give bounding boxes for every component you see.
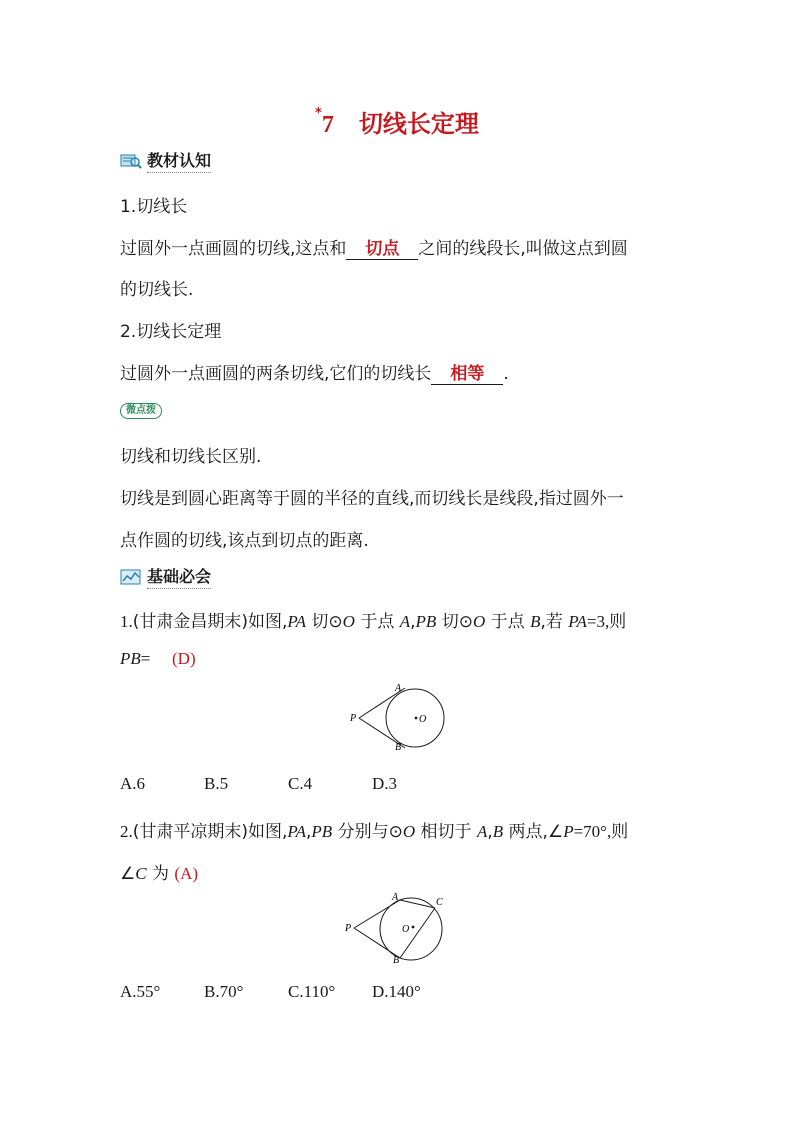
q2-source: (甘肃平凉期末)如图, (132, 822, 288, 842)
concept1-text-pre: 过圆外一点画圆的切线,这点和 (120, 239, 347, 259)
concept1-answer-blank: 切点 (346, 234, 418, 260)
q1-number: 1. (120, 612, 133, 631)
q1-figure-label-a: A (395, 683, 402, 694)
q2-stem-line2 (120, 859, 198, 884)
title-number: 7 (321, 112, 334, 138)
tip-text-1: 切线和切线长区别. (120, 447, 262, 467)
section-header-basics (120, 564, 211, 589)
q1-sym: PB (120, 649, 141, 668)
q2-sym: PB (311, 822, 333, 841)
q1-option-a: A.6 (120, 774, 146, 793)
q2-txt: , (306, 822, 312, 842)
magnifier-book-icon (120, 152, 142, 170)
q1-figure-label-b: B (395, 742, 402, 753)
section-header-textbook (120, 148, 211, 173)
q1-option-d: D.3 (372, 774, 398, 793)
concept2-answer-blank: 相等 (431, 359, 503, 385)
q2-option-d: D.140° (372, 982, 421, 1001)
concept1-text-line2: 的切线长. (120, 280, 194, 300)
q2-txt: 分别与⊙ (332, 822, 403, 842)
tip-line1 (120, 442, 261, 467)
q2-option-a: A.55° (120, 982, 161, 1001)
concept2-heading (120, 317, 221, 342)
tip-text-3: 点作圆的切线,该点到切点的距离. (120, 531, 369, 551)
q1-option-c: C.4 (288, 774, 313, 793)
q2-answer: (A) (174, 864, 199, 883)
q2-txt: 两点,∠ (503, 822, 564, 842)
title-mark: * (315, 106, 322, 121)
q2-txt: 相切于 (415, 822, 477, 842)
q1-options (120, 774, 397, 794)
q1-txt: = (140, 649, 151, 668)
q1-txt: 于点 (485, 612, 531, 632)
tip-text-2: 切线是到圆心距离等于圆的半径的直线,而切线长是线段,指过圆外一 (120, 489, 624, 509)
q2-stem-line1 (120, 817, 628, 842)
tip-badge: 微点拨 (120, 403, 162, 419)
concept1-heading (120, 192, 187, 217)
q2-figure-label-o: O (402, 924, 410, 935)
q2-txt: , (487, 822, 493, 842)
q2-figure-label-c: C (436, 897, 443, 908)
concept1-heading-text: 1.切线长 (120, 197, 188, 217)
q1-txt: 切⊙ (306, 612, 343, 632)
q1-sym: PA (568, 612, 587, 631)
q1-stem-line1 (120, 607, 626, 632)
concept2-text-pre: 过圆外一点画圆的两条切线,它们的切线长 (120, 364, 432, 384)
q2-sym: O (402, 822, 416, 841)
q2-option-b: B.70° (204, 982, 244, 1001)
q1-sym: A (399, 612, 411, 631)
q2-sym: PA (287, 822, 306, 841)
q2-txt: =70°,则 (573, 822, 629, 841)
concept2-heading-text: 2.切线长定理 (120, 322, 222, 342)
concept1-line1 (120, 234, 628, 260)
concept1-line2 (120, 275, 193, 300)
section-title-textbook: 教材认知 (147, 148, 211, 173)
q1-sym: O (472, 612, 486, 631)
concept2-text-post: . (503, 364, 509, 384)
q1-txt: 于点 (354, 612, 400, 632)
concept1-text-post: 之间的线段长,叫做这点到圆 (418, 239, 628, 259)
tip-line2 (120, 484, 624, 509)
q2-options (120, 982, 421, 1002)
q1-txt: , (410, 612, 416, 632)
chart-icon (120, 568, 142, 586)
q2-option-c: C.110° (288, 982, 336, 1001)
q2-figure-label-a: A (392, 892, 399, 903)
q2-txt: 为 (146, 864, 169, 884)
q2-txt: ∠ (120, 864, 136, 883)
q1-answer: (D) (172, 649, 196, 668)
q2-sym: P (563, 822, 574, 841)
q2-number: 2. (120, 822, 133, 841)
q1-source: (甘肃金昌期末)如图, (132, 612, 288, 632)
title-text: 切线长定理 (358, 110, 479, 138)
concept2-line (120, 359, 509, 385)
q2-sym: B (492, 822, 504, 841)
q1-sym: PB (415, 612, 437, 631)
q1-sym: O (342, 612, 355, 631)
q1-txt: =3,则 (586, 612, 627, 631)
q2-figure-label-p: P (345, 923, 352, 934)
section-title-basics: 基础必会 (147, 564, 211, 589)
q1-figure-label-o: O (419, 714, 427, 725)
q1-txt: 切⊙ (436, 612, 473, 632)
q1-figure-label-p: P (350, 713, 357, 724)
q2-sym: A (476, 822, 488, 841)
q1-sym: PA (287, 612, 306, 631)
q1-figure (345, 680, 455, 756)
q1-option-b: B.5 (204, 774, 229, 793)
q1-sym: B (530, 612, 541, 631)
tip-line3 (120, 526, 369, 551)
q2-sym: C (135, 864, 147, 883)
q2-figure-label-b: B (393, 955, 400, 966)
page-title (0, 104, 794, 139)
q2-figure (340, 890, 455, 968)
q1-txt: ,若 (540, 612, 569, 632)
q1-stem-line2 (120, 649, 196, 669)
